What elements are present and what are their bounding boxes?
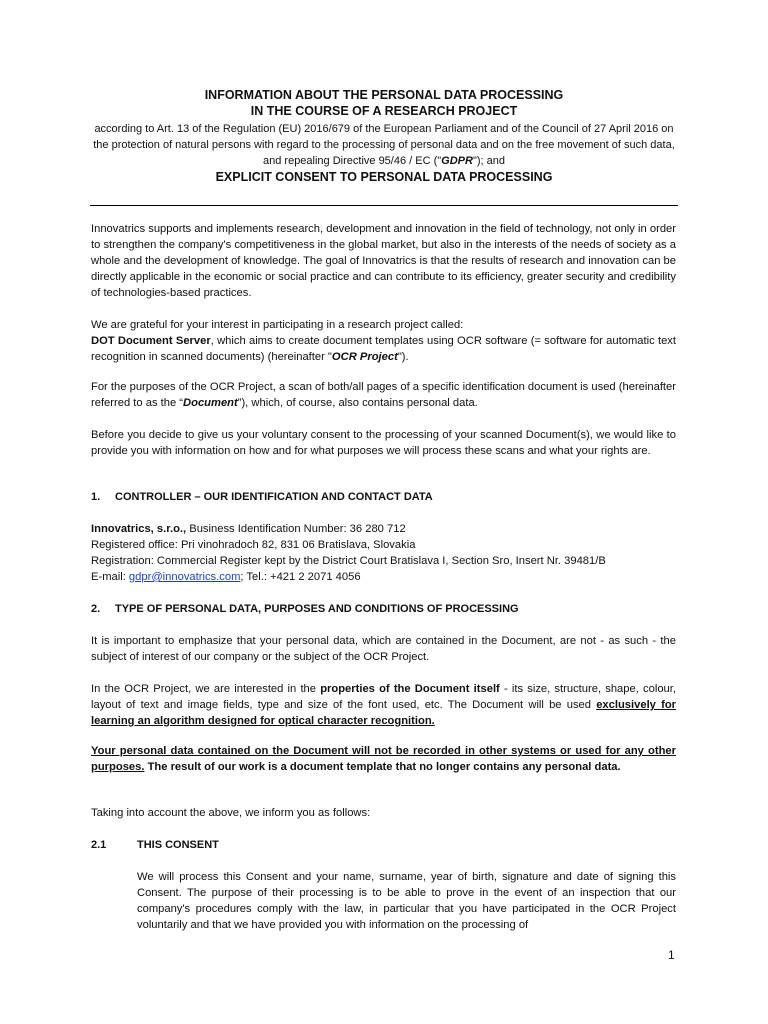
controller-registration: Registration: Commercial Register kept by the District Court Bratislava I, Section Sro, Insert Nr. 39481/B [91, 555, 606, 567]
section-2-1-paragraph-1: We will process this Consent and your name, surname, year of birth, signature and date of signing this Consent. The purpose of their processing is to be able to prove in the event of an inspection that our company's procedures comply with the law, in particular that you have participated in the OCR Project voluntarily and that we have provided you with information on the processing of [137, 871, 676, 931]
section-2-paragraph-1: It is important to emphasize that your personal data, which are contained in the Document, are not - as such - the subject of interest of our company or the subject of the OCR Project. [91, 635, 676, 663]
section-1-heading: 1. CONTROLLER – OUR IDENTIFICATION AND CONTACT DATA [91, 491, 433, 503]
intro-paragraph-4: Before you decide to give us your voluntary consent to the processing of your scanned Document(s), we would like to provide you with information on how and for what purposes we will process these scans and what your rights are. [91, 429, 676, 457]
controller-company: Innovatrics, s.r.o., Business Identification Number: 36 280 712 [91, 523, 406, 535]
section-2-paragraph-3: Your personal data contained on the Document will not be recorded in other systems or used for any other purposes. The result of our work is a document template that no longer contains any personal data. [91, 745, 676, 773]
controller-office: Registered office: Pri vinohradoch 82, 831 06 Bratislava, Slovakia [91, 539, 416, 551]
intro-paragraph-3: For the purposes of the OCR Project, a scan of both/all pages of a specific identification document is used (hereinafter referred to as the “Document”), which, of course, also contains personal data. [91, 381, 676, 409]
section-2-1-heading: 2.1 THIS CONSENT [91, 839, 219, 851]
title-divider [90, 205, 678, 206]
section-2-heading: 2. TYPE OF PERSONAL DATA, PURPOSES AND CONDITIONS OF PROCESSING [91, 603, 519, 615]
intro-project-line: We are grateful for your interest in participating in a research project called: [91, 319, 464, 331]
section-2-paragraph-2: In the OCR Project, we are interested in the properties of the Document itself - its size, structure, shape, colour, layout of text and image fields, type and size of the font used, etc. The Document will be used exclusively for learning an algorithm designed for optical character recognition. [91, 683, 677, 727]
controller-contact: E-mail: gdpr@innovatrics.com; Tel.: +421 2 2071 4056 [91, 571, 361, 583]
doc-title-line-2: IN THE COURSE OF A RESEARCH PROJECT [250, 104, 518, 118]
intro-paragraph-1: Innovatrics supports and implements research, development and innovation in the field of technology, not only in order to strengthen the company's competitiveness in the global market, but also in the interests of the needs of society as a whole and the development of knowledge. The goal of Innovatrics is that the results of research and innovation can be directly applicable in the economic or social practice and can contribute to its efficiency, greater security and credibility of technologies-based practices. [91, 223, 676, 299]
legal-basis: according to Art. 13 of the Regulation (EU) 2016/679 of the European Parliament and of the Council of 27 April 2016 on the protection of natural persons with regard to the processing of personal data and on the free movement of such data, and repealing Directive 95/46 / EC ("GDPR"); and [93, 123, 675, 167]
email-link[interactable]: gdpr@innovatrics.com [128, 571, 241, 583]
intro-paragraph-2: DOT Document Server, which aims to create document templates using OCR software (= software for automatic text recognition in scanned documents) (hereinafter "OCR Project"). [91, 335, 676, 363]
doc-title-line-1: INFORMATION ABOUT THE PERSONAL DATA PROCESSING [204, 88, 564, 102]
section-2-paragraph-4: Taking into account the above, we inform you as follows: [91, 807, 371, 819]
doc-title-line-3: EXPLICIT CONSENT TO PERSONAL DATA PROCESSING [215, 170, 553, 184]
page-number: 1 [668, 948, 675, 962]
